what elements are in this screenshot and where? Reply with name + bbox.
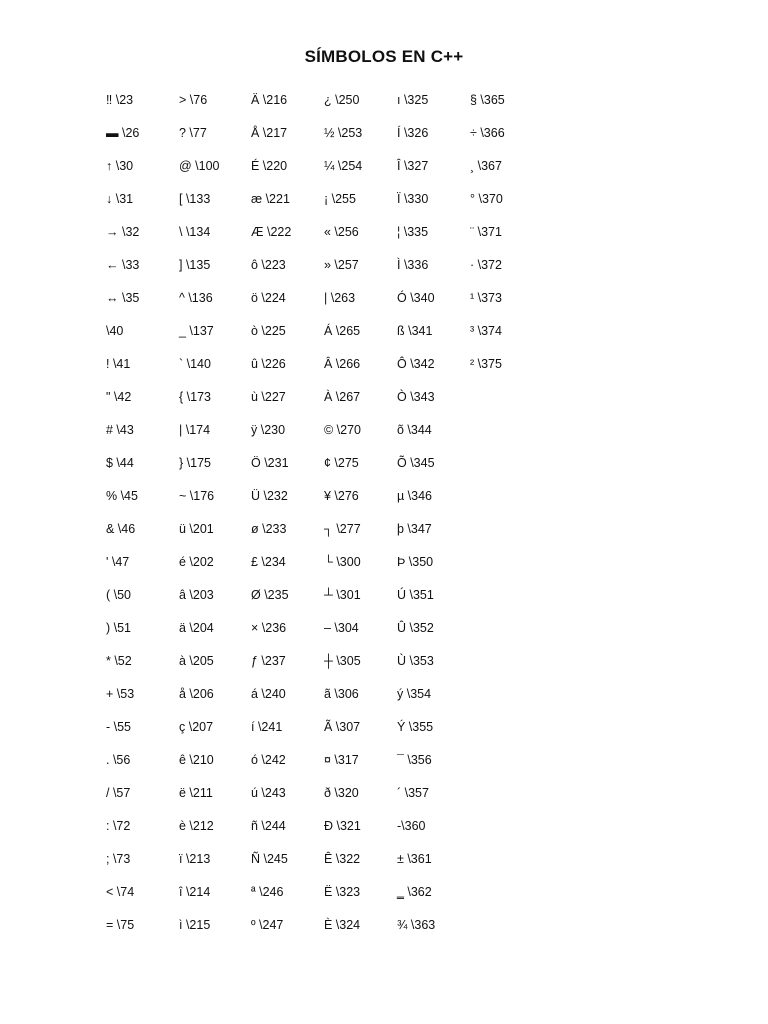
- symbol-entry: ò \225: [251, 324, 286, 338]
- symbol-entry: ı \325: [397, 93, 429, 107]
- symbol-entry: ¨ \371: [470, 225, 502, 239]
- symbol-entry: × \236: [251, 621, 287, 635]
- symbol-entry: ì \215: [179, 918, 211, 932]
- symbol-entry: . \56: [106, 753, 131, 767]
- symbol-entry: < \74: [106, 885, 135, 899]
- symbol-entry: @ \100: [179, 159, 220, 173]
- symbol-entry: ä \204: [179, 621, 214, 635]
- symbol-column-3: [251, 89, 331, 947]
- symbol-entry: + \53: [106, 687, 135, 701]
- symbol-entry: ¥ \276: [324, 489, 359, 503]
- symbol-entry: ÿ \230: [251, 423, 286, 437]
- symbol-entry: { \173: [179, 390, 211, 404]
- symbol-entry: % \45: [106, 489, 138, 503]
- symbol-entry: Í \326: [397, 126, 429, 140]
- symbol-entry: ÷ \366: [470, 126, 505, 140]
- symbol-entry: á \240: [251, 687, 286, 701]
- symbol-entry: ¿ \250: [324, 93, 360, 107]
- symbol-entry: | \174: [179, 423, 211, 437]
- symbol-entry: ' \47: [106, 555, 130, 569]
- symbol-entry: ^ \136: [179, 291, 213, 305]
- symbol-entry: ç \207: [179, 720, 214, 734]
- symbol-entry: Æ \222: [251, 225, 292, 239]
- symbol-entry: Á \265: [324, 324, 361, 338]
- symbol-entry: £ \234: [251, 555, 286, 569]
- symbol-entry: ¹ \373: [470, 291, 502, 305]
- symbol-entry: [ \133: [179, 192, 211, 206]
- symbol-entry: ~ \176: [179, 489, 215, 503]
- symbol-entry: ø \233: [251, 522, 287, 536]
- symbol-entry: └ \300: [324, 555, 361, 569]
- symbol-entry: | \263: [324, 291, 356, 305]
- symbol-entry: ³ \374: [470, 324, 502, 338]
- symbol-entry: ý \354: [397, 687, 432, 701]
- symbol-entry: é \202: [179, 555, 214, 569]
- symbol-entry: → \32: [106, 225, 140, 239]
- symbol-entry: ` \140: [179, 357, 211, 371]
- symbol-entry: # \43: [106, 423, 134, 437]
- symbol-column-2: [179, 89, 259, 947]
- symbol-entry: / \57: [106, 786, 131, 800]
- symbol-entry: -\360: [397, 819, 426, 833]
- symbol-entry: Ù \353: [397, 654, 434, 668]
- symbol-entry: > \76: [179, 93, 208, 107]
- symbol-entry: ) \51: [106, 621, 132, 635]
- symbol-column-5: [397, 89, 477, 947]
- symbol-entry: Å \217: [251, 126, 288, 140]
- symbol-entry: Ì \336: [397, 258, 429, 272]
- symbol-entry: ² \375: [470, 357, 502, 371]
- symbol-entry: ↑ \30: [106, 159, 134, 173]
- symbol-entry: ë \211: [179, 786, 213, 800]
- symbol-entry: Ê \322: [324, 852, 361, 866]
- symbol-entry: î \214: [179, 885, 211, 899]
- page-title: SÍMBOLOS EN C++: [304, 47, 464, 66]
- symbol-entry: ê \210: [179, 753, 214, 767]
- symbol-entry: ± \361: [397, 852, 432, 866]
- symbol-entry: Ô \342: [397, 357, 435, 371]
- symbol-entry: ¡ \255: [324, 192, 356, 206]
- symbol-entry: ´ \357: [397, 786, 429, 800]
- symbol-entry: } \175: [179, 456, 211, 470]
- symbol-entry: í \241: [251, 720, 283, 734]
- symbol-entry: è \212: [179, 819, 214, 833]
- symbol-entry: Ø \235: [251, 588, 289, 602]
- symbol-entry: ° \370: [470, 192, 503, 206]
- symbol-entry: Û \352: [397, 621, 434, 635]
- symbol-entry: " \42: [106, 390, 132, 404]
- symbol-entry: » \257: [324, 258, 359, 272]
- symbol-column-4: [324, 89, 404, 947]
- symbol-entry: ! \41: [106, 357, 131, 371]
- symbol-column-6: [470, 89, 550, 386]
- symbol-entry: Ö \231: [251, 456, 289, 470]
- symbol-entry: – \304: [324, 621, 359, 635]
- symbol-entry: = \75: [106, 918, 135, 932]
- symbol-entry: É \220: [251, 159, 288, 173]
- symbol-entry: û \226: [251, 357, 286, 371]
- symbol-entry: - \55: [106, 720, 132, 734]
- symbol-entry: : \72: [106, 819, 131, 833]
- symbol-entry: ‼ \23: [106, 93, 134, 107]
- symbol-entry: ô \223: [251, 258, 286, 272]
- symbol-entry: õ \344: [397, 423, 432, 437]
- symbol-entry: Ñ \245: [251, 852, 288, 866]
- symbol-entry: Ð \321: [324, 819, 361, 833]
- symbol-entry: « \256: [324, 225, 359, 239]
- symbol-entry: \40: [106, 324, 124, 338]
- symbol-entry: _ \137: [179, 324, 214, 338]
- symbol-entry: ú \243: [251, 786, 286, 800]
- symbol-entry: ü \201: [179, 522, 214, 536]
- symbol-entry: ▬ \26: [106, 126, 140, 140]
- symbol-entry: ; \73: [106, 852, 131, 866]
- symbol-entry: ┴ \301: [324, 588, 361, 602]
- symbol-entry: ┐ \277: [324, 522, 361, 536]
- symbol-entry: ? \77: [179, 126, 207, 140]
- symbol-entry: § \365: [470, 93, 505, 107]
- symbol-entry: Ï \330: [397, 192, 429, 206]
- symbol-entry: Î \327: [397, 159, 429, 173]
- symbol-entry: Ë \323: [324, 885, 361, 899]
- symbol-entry: & \46: [106, 522, 136, 536]
- symbol-entry: ( \50: [106, 588, 132, 602]
- symbol-entry: ¢ \275: [324, 456, 359, 470]
- symbol-entry: À \267: [324, 390, 361, 404]
- symbol-entry: Ý \355: [397, 720, 434, 734]
- symbol-entry: ¸ \367: [470, 159, 502, 173]
- symbol-entry: ó \242: [251, 753, 286, 767]
- symbol-entry: ] \135: [179, 258, 211, 272]
- symbol-entry: à \205: [179, 654, 214, 668]
- symbol-entry: ñ \244: [251, 819, 286, 833]
- symbol-entry: ¦ \335: [397, 225, 429, 239]
- symbol-entry: ¾ \363: [397, 918, 436, 932]
- symbol-entry: · \372: [470, 258, 502, 272]
- symbol-entry: ö \224: [251, 291, 286, 305]
- symbol-entry: ↓ \31: [106, 192, 134, 206]
- symbol-entry: ← \33: [106, 258, 140, 272]
- symbol-entry: ¼ \254: [324, 159, 363, 173]
- symbol-entry: ð \320: [324, 786, 359, 800]
- symbol-entry: * \52: [106, 654, 132, 668]
- symbol-entry: Ú \351: [397, 588, 434, 602]
- symbol-entry: © \270: [324, 423, 362, 437]
- symbol-entry: \ \134: [179, 225, 211, 239]
- symbol-entry: Ò \343: [397, 390, 435, 404]
- symbol-entry: Ü \232: [251, 489, 288, 503]
- symbol-entry: Ã \307: [324, 720, 361, 734]
- symbol-entry: Õ \345: [397, 456, 435, 470]
- symbol-entry: ¤ \317: [324, 753, 359, 767]
- symbol-entry: ù \227: [251, 390, 286, 404]
- symbol-entry: Þ \350: [397, 555, 434, 569]
- symbol-entry: ƒ \237: [251, 654, 286, 668]
- symbol-entry: ¯ \356: [397, 753, 432, 767]
- symbol-entry: þ \347: [397, 522, 432, 536]
- symbol-entry: ª \246: [251, 885, 284, 899]
- symbol-entry: $ \44: [106, 456, 134, 470]
- symbol-entry: ï \213: [179, 852, 211, 866]
- symbol-entry: ½ \253: [324, 126, 363, 140]
- symbol-entry: ã \306: [324, 687, 359, 701]
- symbol-entry: µ \346: [397, 489, 433, 503]
- symbol-entry: â \203: [179, 588, 214, 602]
- symbol-entry: ↔ \35: [106, 291, 140, 305]
- symbol-column-1: [106, 89, 186, 947]
- symbol-entry: º \247: [251, 918, 284, 932]
- symbol-entry: å \206: [179, 687, 214, 701]
- symbol-entry: Â \266: [324, 357, 361, 371]
- symbol-entry: ß \341: [397, 324, 433, 338]
- symbol-entry: æ \221: [251, 192, 290, 206]
- symbol-entry: È \324: [324, 918, 361, 932]
- symbol-entry: Ó \340: [397, 291, 435, 305]
- symbol-entry: Ä \216: [251, 93, 288, 107]
- symbol-entry: ┼ \305: [324, 654, 361, 668]
- symbol-entry: ‗ \362: [397, 885, 432, 899]
